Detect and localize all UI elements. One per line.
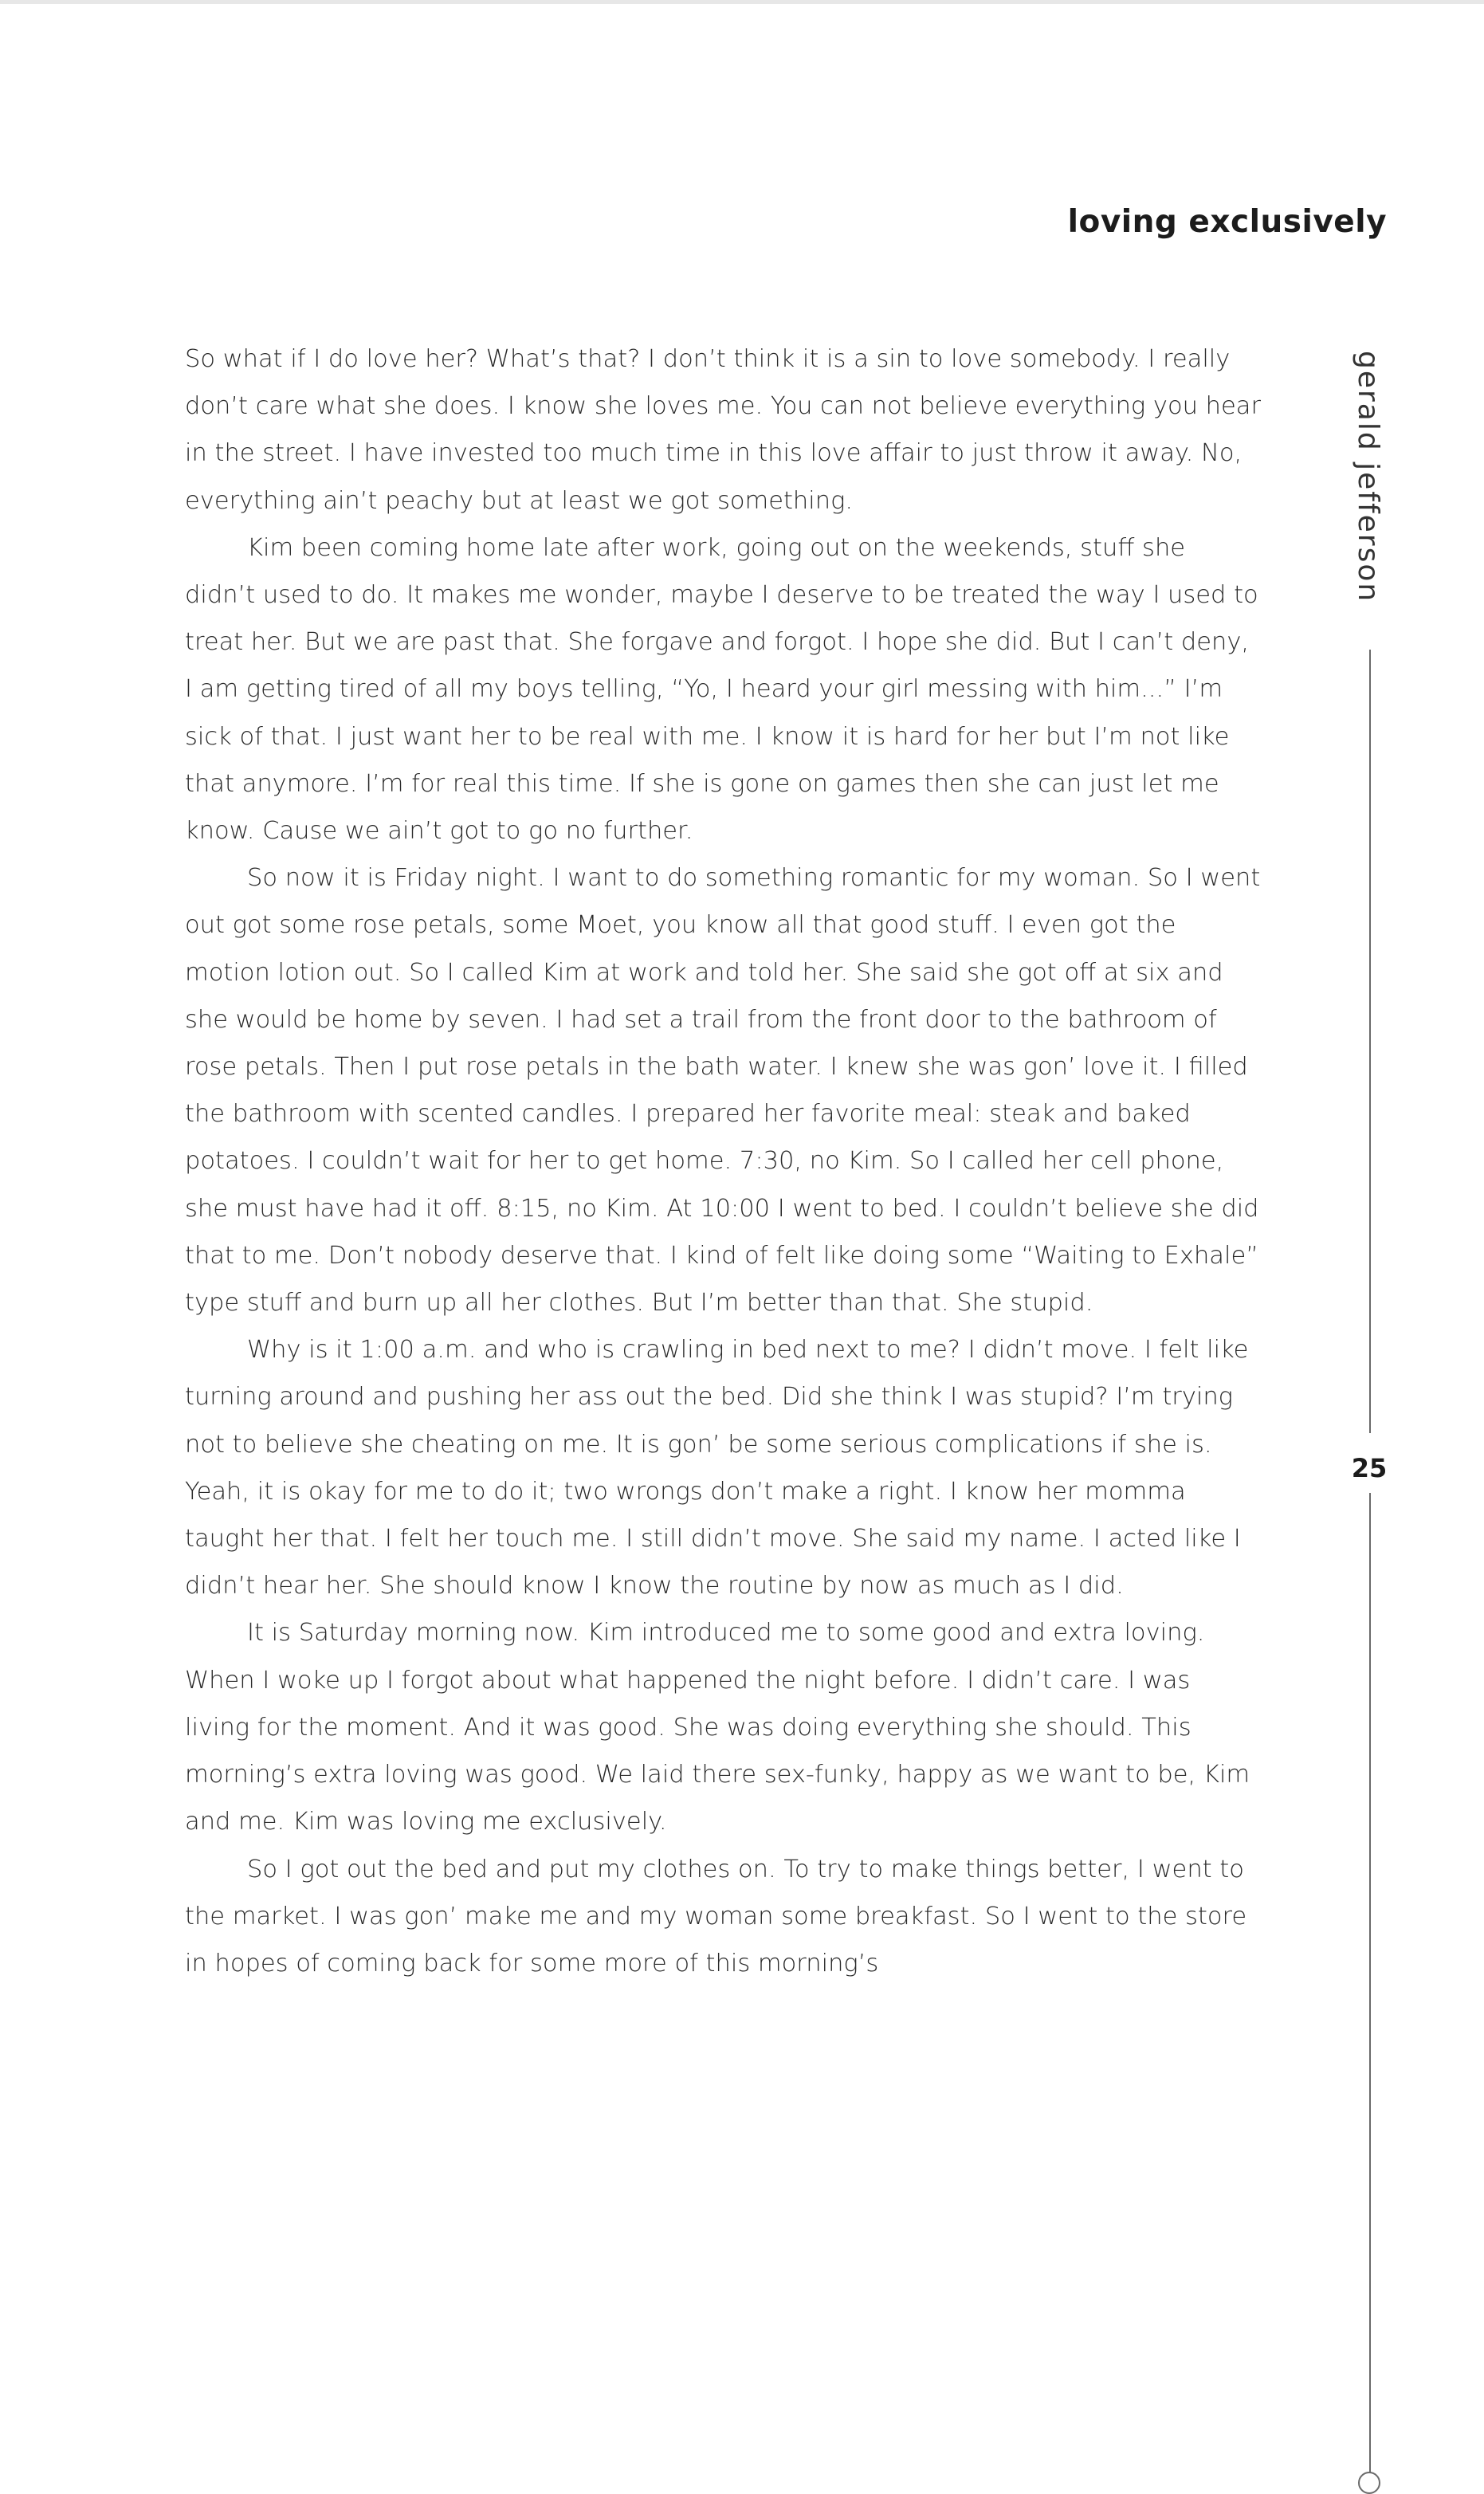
author-name-vertical: gerald jefferson bbox=[1352, 351, 1384, 603]
paragraph-1: So what if I do love her? What’s that? I don’t think it is a sin to love somebody. I really don’t care what she does. I know she loves me. You can not believe everything you hear in the street. I have invested too much time in this love affair to just throw it away. No, everything ain’t peachy but at least we got something. bbox=[185, 345, 1261, 515]
paragraph-5: It is Saturday morning now. Kim introduced me to some good and extra loving. When I woke up I forgot about what happened the night before. I didn’t care. I was living for the moment. And it was good. She was doing everything she should. This morning’s extra loving was good. We laid there sex-funky, happy as we want to be, Kim and me. Kim was loving me exclusively. bbox=[185, 1619, 1250, 1836]
margin-sidebar bbox=[1345, 351, 1393, 2168]
running-header-title: loving exclusively bbox=[1067, 204, 1387, 240]
sidebar-rule-upper bbox=[1369, 650, 1371, 1433]
paragraph-6: So I got out the bed and put my clothes on. To try to make things better, I went to the market. I was gon’ make me and my woman some breakfast. So I went to the store in hopes of coming back for some more of this morning’s bbox=[185, 1855, 1247, 1978]
circle-ornament-icon bbox=[1358, 2472, 1380, 2494]
page-body bbox=[185, 336, 1261, 1987]
page-number: 25 bbox=[1351, 1453, 1388, 1483]
paragraph-2: Kim been coming home late after work, going out on the weekends, stuff she didn’t used to do. It makes me wonder, maybe I deserve to be treated the way I used to treat her. But we are past that. She forgave and forgot. I hope she did. But I can’t deny, I am getting tired of all my boys telling, “Yo, I heard your girl messing with him...” I’m sick of that. I just want her to be real with me. I know it is hard for her but I’m not like that anymore. I’m for real this time. If she is gone on games then she can just let me know. Cause we ain’t got to go no further. bbox=[185, 533, 1258, 846]
top-edge-rule bbox=[0, 0, 1484, 4]
sidebar-rule-lower bbox=[1369, 1493, 1371, 2473]
paragraph-3: So now it is Friday night. I want to do something romantic for my woman. So I went out got some rose petals, some Moet, you know all that good stuff. I even got the motion lotion out. So I called Kim at work and told her. She said she got off at six and she would be home by seven. I had set a trail from the front door to the bathroom of rose petals. Then I put rose petals in the bath water. I knew she was gon’ love it. I filled the bathroom with scented candles. I prepared her favorite meal: steak and baked potatoes. I couldn’t wait for her to get home. 7:30, no Kim. So I called her cell phone, she must have had it off. 8:15, no Kim. At 10:00 I went to bed. I couldn’t believe she did that to me. Don’t nobody deserve that. I kind of felt like doing some “Waiting to Exhale” type stuff and burn up all her clothes. But I’m better than that. She stupid. bbox=[185, 864, 1261, 1318]
paragraph-4: Why is it 1:00 a.m. and who is crawling in bed next to me? I didn’t move. I felt like turning around and pushing her ass out the bed. Did she think I was stupid? I’m trying not to believe she cheating on me. It is gon’ be some serious complications if she is. Yeah, it is okay for me to do it; two wrongs don’t make a right. I know her momma taught her that. I felt her touch me. I still didn’t move. She said my name. I acted like I didn’t hear her. She should know I know the routine by now as much as I did. bbox=[185, 1336, 1249, 1600]
